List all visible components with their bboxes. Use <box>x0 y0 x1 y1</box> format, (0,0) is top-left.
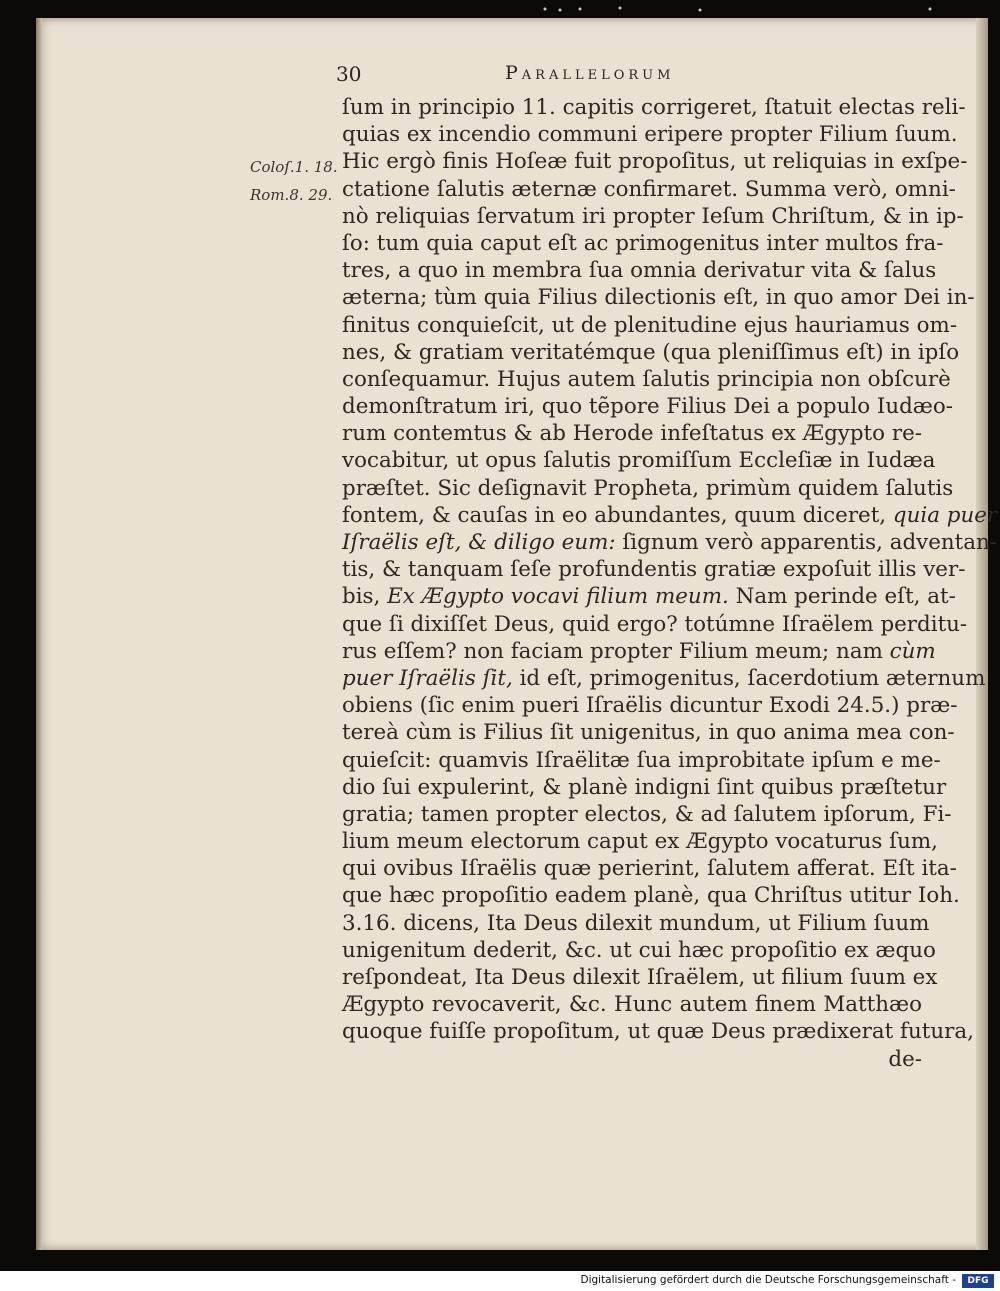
text-run: quoque fuiſſe propoſitum, ut quæ Deus prædixerat futura, <box>342 1019 974 1045</box>
text-line <box>342 638 936 665</box>
footer-bar <box>0 1271 1000 1291</box>
text-run: nes, & gratiam veritatémque (qua pleniſſimus eſt) in ipſo <box>342 339 960 365</box>
text-run: nò reliquias ſervatum iri propter Ieſum Chriſtum, & in ip- <box>342 203 964 229</box>
text-line <box>342 312 958 339</box>
text-line <box>342 94 966 121</box>
text-line <box>342 964 938 991</box>
text-run: que hæc propoſitio eadem planè, qua Chriſtus utitur Ioh. <box>342 883 960 909</box>
margin-note-colossians: Coloſ.1. 18. <box>250 158 338 176</box>
text-run: bis, <box>342 584 388 610</box>
page-gutter-shadow <box>36 18 42 1250</box>
text-run: lium meum electorum caput ex Ægypto vocaturus ſum, <box>342 829 938 855</box>
text-run: quieſcit: quamvis Iſraëlitæ ſua improbitate ipſum e me- <box>342 747 941 773</box>
text-line <box>342 1018 974 1045</box>
text-run: tres, a quo in membra ſua omnia derivatur vita & ſalus <box>342 258 937 284</box>
top-edge-dots <box>0 0 1000 18</box>
text-line <box>342 991 922 1018</box>
page-number: 30 <box>336 62 362 86</box>
text-line <box>342 665 986 692</box>
text-run: reſpondeat, Ita Deus dilexit Iſraëlem, ut filium ſuum ex <box>342 965 938 990</box>
text-run: tis, & tanquam ſeſe profundentis gratiæ expoſuit illis ver- <box>342 557 966 583</box>
text-run: ſignum verò apparentis, adventan- <box>615 530 998 555</box>
text-line <box>342 447 936 474</box>
text-run: rum contemtus & ab Herode infeſtatus ex Ægypto re- <box>342 421 922 447</box>
text-run: dio ſui expulerint, & planè indigni ſint quibus præſtetur <box>342 774 947 800</box>
text-run: ctatione ſalutis æternæ confirmaret. Summa verò, omni- <box>342 176 956 202</box>
running-head <box>0 62 1000 88</box>
text-line <box>342 583 956 610</box>
text-run: de- <box>888 1046 922 1072</box>
text-line <box>342 257 937 284</box>
text-line <box>342 121 958 148</box>
text-line <box>342 910 930 937</box>
text-line <box>342 284 975 311</box>
text-line <box>342 502 998 529</box>
text-line <box>342 176 956 203</box>
text-run: quias ex incendio communi eripere propter Filium ſuum. <box>342 122 958 148</box>
text-line <box>342 937 936 964</box>
text-line <box>342 148 968 175</box>
text-run: Nam perinde eſt, at- <box>728 584 956 610</box>
text-run: id eſt, primogenitus, ſacerdotium æternum <box>512 665 986 691</box>
italic-quote: cùm <box>889 638 936 664</box>
text-run: ſo: tum quia caput eſt ac primogenitus inter multos fra- <box>342 230 944 256</box>
text-run: gratia; tamen propter electos, & ad ſalutem ipſorum, Fi- <box>342 801 952 827</box>
margin-note-romans: Rom.8. 29. <box>250 186 333 204</box>
text-line <box>342 529 998 556</box>
text-line <box>342 747 941 774</box>
text-run: æterna; tùm quia Filius dilectionis eſt, in quo amor Dei in- <box>342 285 975 311</box>
text-run: demonſtratum iri, quo tẽpore Filius Dei a populo Iudæo- <box>342 394 954 420</box>
text-run: vocabitur, ut opus ſalutis promiſſum Eccleſiæ in Iudæa <box>342 448 936 474</box>
page-fore-edge <box>976 18 988 1250</box>
dfg-logo: DFG <box>962 1274 994 1288</box>
text-run: fontem, & cauſas in eo abundantes, quum diceret, <box>342 502 893 528</box>
text-line <box>342 801 952 828</box>
text-run: conſequamur. Hujus autem ſalutis principia non obſcurè <box>342 366 951 392</box>
text-run: obiens (ſic enim pueri Iſraëlis dicuntur Exodi 24.5.) præ- <box>342 693 958 719</box>
text-line <box>342 1046 922 1073</box>
text-run: qui ovibus Iſraëlis quæ perierint, ſalutem afferat. Eſt ita- <box>342 856 957 882</box>
text-line <box>342 393 954 420</box>
text-line <box>342 882 960 909</box>
italic-quote: Iſraëlis eſt, & diligo eum: <box>342 530 616 555</box>
text-run: Ægypto revocaverit, &c. Hunc autem finem Matthæo <box>342 992 922 1018</box>
text-run: præſtet. Sic deſignavit Propheta, primùm quidem ſalutis <box>342 475 954 501</box>
text-run: unigenitum dederit, &c. ut cui hæc propoſitio ex æquo <box>342 937 936 963</box>
italic-quote: Ex Ægypto vocavi filium meum. <box>387 584 729 610</box>
text-line <box>342 230 944 257</box>
text-line <box>342 855 957 882</box>
text-line <box>342 475 954 502</box>
text-run: ſum in principio 11. capitis corrigeret, ſtatuit electas reli- <box>342 95 966 120</box>
text-line <box>342 420 922 447</box>
text-line <box>342 719 955 746</box>
text-run: tereà cùm is Filius ſit unigenitus, in quo anima mea con- <box>342 720 955 746</box>
text-run: que ſi dixiſſet Deus, quid ergo? totúmne Iſraëlem perditu- <box>342 611 968 637</box>
page-header-title: Parallelorum <box>505 62 675 84</box>
italic-quote: puer Iſraëlis ſit, <box>342 665 513 691</box>
body-text <box>342 94 998 1073</box>
text-line <box>342 774 947 801</box>
text-line <box>342 692 958 719</box>
text-line <box>342 556 966 583</box>
text-line <box>342 611 968 638</box>
text-line <box>342 828 938 855</box>
footer-credit: Digitalisierung gefördert durch die Deutsche Forschungsgemeinschaft - <box>580 1274 956 1286</box>
text-run: rus eſſem? non faciam propter Filium meum; nam <box>342 638 890 664</box>
text-line <box>342 203 964 230</box>
text-line <box>342 339 960 366</box>
text-run: 3.16. dicens, Ita Deus dilexit mundum, ut Filium ſuum <box>342 910 930 936</box>
text-line <box>342 366 951 393</box>
italic-quote: quia puer <box>892 502 998 528</box>
text-run: Hic ergò finis Hoſeæ fuit propoſitus, ut reliquias in exſpe- <box>342 149 968 175</box>
text-run: finitus conquieſcit, ut de plenitudine ejus hauriamus om- <box>342 312 958 338</box>
